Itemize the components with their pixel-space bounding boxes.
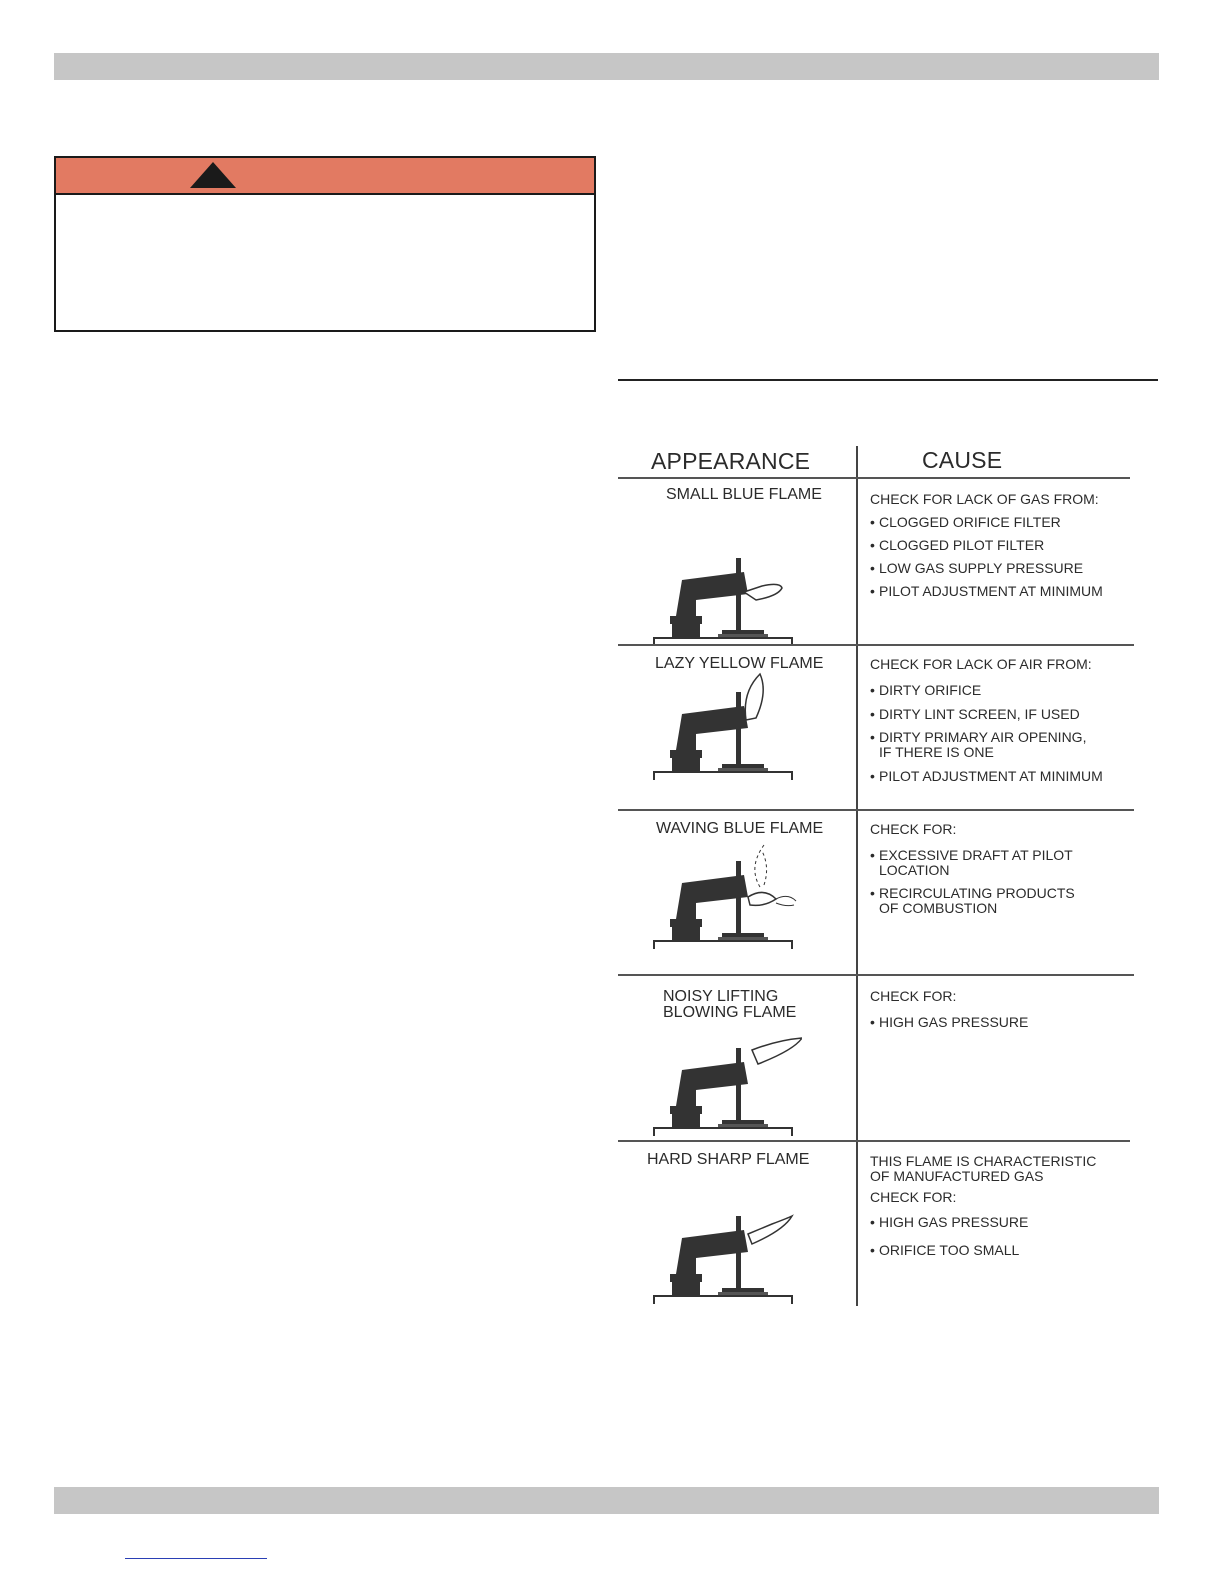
pilot-flame-chart [618,446,1138,1308]
section-divider [618,379,1158,381]
flame-appearance-label: SMALL BLUE FLAME [666,486,822,503]
cause-column-header: CAUSE [922,447,1003,473]
flame-appearance-label: WAVING BLUE FLAME [656,820,824,837]
cause-heading: CHECK FOR: [870,1189,957,1205]
cause-list-item: • ORIFICE TOO SMALL [870,1243,1096,1258]
cause-list [870,989,1028,1030]
row-separator [618,809,1134,811]
warning-header [56,158,594,195]
cause-list-item: • PILOT ADJUSTMENT AT MINIMUM [870,584,1103,599]
cause-list-item: • CLOGGED PILOT FILTER [870,538,1103,553]
cause-list [870,1154,1096,1258]
cause-list-item: • EXCESSIVE DRAFT AT PILOT LOCATION [870,848,1075,878]
cause-list [870,492,1103,599]
column-divider [856,446,858,1306]
waving-blue-flame-icon [652,841,802,956]
cause-heading: CHECK FOR LACK OF AIR FROM: [870,656,1092,672]
appearance-column-header: APPEARANCE [651,448,811,474]
cause-list-item: • DIRTY LINT SCREEN, IF USED [870,707,1103,722]
row-separator [618,644,1134,646]
hard-sharp-flame-icon [652,1196,802,1311]
cause-heading: CHECK FOR: [870,988,957,1004]
footer-bar [54,1487,1159,1514]
warning-triangle-icon [189,161,237,189]
row-separator [618,1140,1130,1142]
row-separator [618,477,1130,479]
cause-list-item: • LOW GAS SUPPLY PRESSURE [870,561,1103,576]
cause-list-item: • HIGH GAS PRESSURE [870,1015,1028,1030]
lazy-yellow-flame-icon [652,672,802,787]
cause-list-item: • PILOT ADJUSTMENT AT MINIMUM [870,769,1103,784]
small-blue-flame-icon [652,538,802,653]
cause-list-item: • DIRTY PRIMARY AIR OPENING, IF THERE IS ONE [870,730,1103,760]
cause-heading: THIS FLAME IS CHARACTERISTIC OF MANUFACTURED GAS [870,1153,1097,1184]
header-bar [54,53,1159,80]
cause-list-item: • RECIRCULATING PRODUCTS OF COMBUSTION [870,886,1075,916]
flame-appearance-label: LAZY YELLOW FLAME [655,655,824,672]
flame-appearance-label: NOISY LIFTING BLOWING FLAME [663,988,797,1021]
footer-link-underline [125,1558,267,1559]
cause-list-item: • DIRTY ORIFICE [870,683,1103,698]
row-separator [618,974,1134,976]
flame-appearance-label: HARD SHARP FLAME [647,1151,810,1168]
cause-list [870,657,1103,784]
cause-list-item: • HIGH GAS PRESSURE [870,1215,1096,1230]
cause-list-item: • CLOGGED ORIFICE FILTER [870,515,1103,530]
warning-box [54,156,596,332]
noisy-lifting-flame-icon [652,1028,802,1143]
cause-list [870,822,1075,916]
cause-heading: CHECK FOR: [870,821,957,837]
cause-heading: CHECK FOR LACK OF GAS FROM: [870,491,1099,507]
